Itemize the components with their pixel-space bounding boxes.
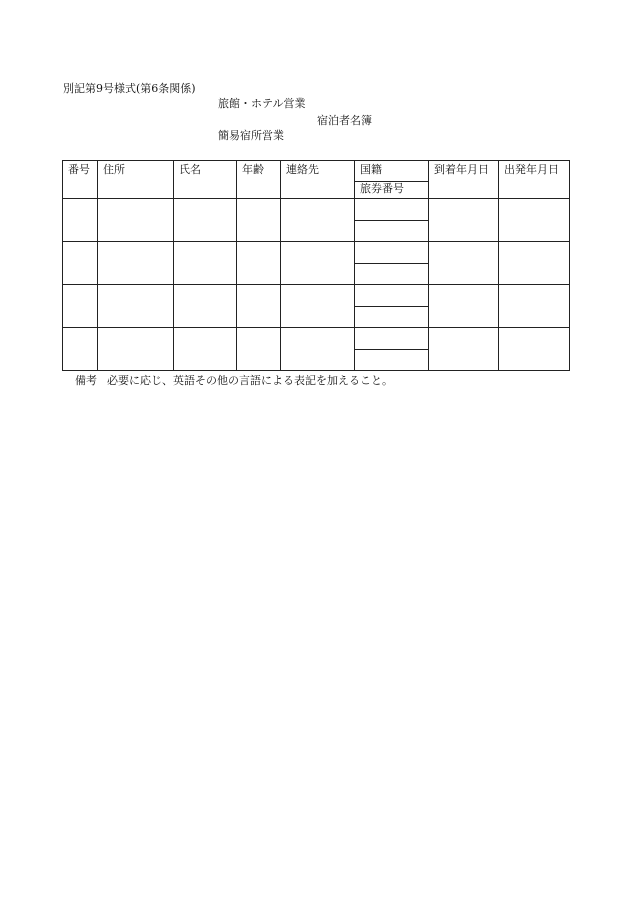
guest-register-table — [62, 160, 570, 371]
cell-age[interactable] — [237, 328, 281, 371]
cell-address[interactable] — [98, 199, 174, 242]
cell-arrival-date[interactable] — [429, 285, 499, 328]
cell-arrival-date[interactable] — [429, 199, 499, 242]
cell-contact[interactable] — [281, 285, 355, 328]
header-number: 番号 — [63, 161, 98, 199]
cell-name[interactable] — [174, 199, 237, 242]
cell-number[interactable] — [63, 242, 98, 285]
cell-departure-date[interactable] — [499, 199, 570, 242]
cell-age[interactable] — [237, 242, 281, 285]
cell-name[interactable] — [174, 328, 237, 371]
cell-passport-number[interactable] — [355, 264, 429, 285]
cell-arrival-date[interactable] — [429, 328, 499, 371]
cell-age[interactable] — [237, 199, 281, 242]
cell-passport-number[interactable] — [355, 221, 429, 242]
cell-nationality[interactable] — [355, 328, 429, 350]
header-departure-date: 出発年月日 — [499, 161, 570, 199]
form-number-label: 別記第9号様式(第6条関係) — [63, 82, 196, 95]
header-age: 年齢 — [237, 161, 281, 199]
header-nationality: 国籍 — [355, 161, 429, 182]
cell-departure-date[interactable] — [499, 242, 570, 285]
cell-address[interactable] — [98, 242, 174, 285]
cell-contact[interactable] — [281, 199, 355, 242]
cell-name[interactable] — [174, 285, 237, 328]
cell-contact[interactable] — [281, 242, 355, 285]
cell-nationality[interactable] — [355, 285, 429, 307]
cell-departure-date[interactable] — [499, 328, 570, 371]
header-address: 住所 — [98, 161, 174, 199]
cell-departure-date[interactable] — [499, 285, 570, 328]
guest-entry-row — [63, 285, 570, 307]
guest-entry-row — [63, 242, 570, 264]
remarks-label: 備考 — [75, 374, 97, 387]
header-row — [63, 161, 570, 182]
cell-number[interactable] — [63, 328, 98, 371]
cell-address[interactable] — [98, 328, 174, 371]
cell-passport-number[interactable] — [355, 307, 429, 328]
cell-contact[interactable] — [281, 328, 355, 371]
cell-number[interactable] — [63, 199, 98, 242]
cell-address[interactable] — [98, 285, 174, 328]
header-contact: 連絡先 — [281, 161, 355, 199]
document-title: 宿泊者名簿 — [317, 114, 372, 127]
cell-nationality[interactable] — [355, 242, 429, 264]
header-name: 氏名 — [174, 161, 237, 199]
cell-passport-number[interactable] — [355, 350, 429, 371]
cell-nationality[interactable] — [355, 199, 429, 221]
header-passport-number: 旅券番号 — [355, 182, 429, 199]
cell-age[interactable] — [237, 285, 281, 328]
header-arrival-date: 到着年月日 — [429, 161, 499, 199]
cell-arrival-date[interactable] — [429, 242, 499, 285]
title-line-simple-lodging: 簡易宿所営業 — [218, 129, 284, 142]
title-line-ryokan-hotel: 旅館・ホテル営業 — [218, 97, 306, 110]
remarks-text: 必要に応じ、英語その他の言語による表記を加えること。 — [107, 374, 393, 387]
guest-entry-row — [63, 199, 570, 221]
cell-number[interactable] — [63, 285, 98, 328]
guest-entry-row — [63, 328, 570, 350]
remarks — [75, 374, 393, 387]
cell-name[interactable] — [174, 242, 237, 285]
